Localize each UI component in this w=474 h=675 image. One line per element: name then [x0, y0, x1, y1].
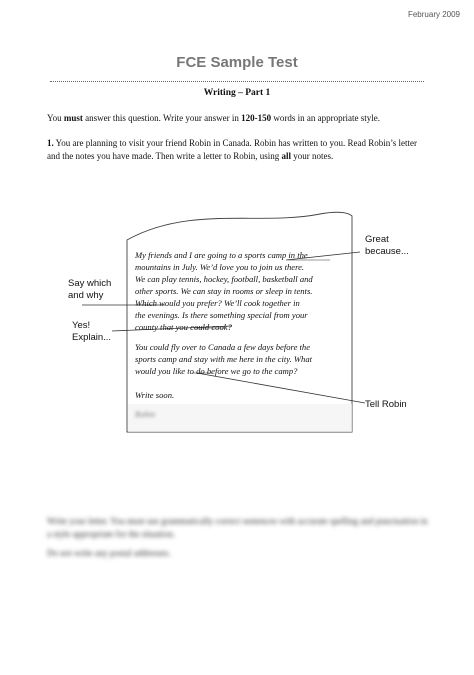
letter-closing: Write soon. [135, 390, 175, 400]
letter-line: My friends and I are going to a sports camp in the [135, 250, 308, 260]
instruction-text: You [47, 113, 64, 123]
letter-line: the evenings. Is there something special from your [135, 310, 308, 320]
note-line: Yes! [72, 320, 91, 331]
document-date: February 2009 [407, 10, 460, 19]
instruction-emphasis-must: must [63, 113, 83, 123]
instruction-text: answer this question. Write your answer in [82, 113, 242, 123]
note-line: and why [68, 290, 104, 301]
note-tell-robin: Tell Robin [365, 399, 407, 408]
letter-line: would you like to do before we go to the camp? [135, 366, 298, 376]
task-text: your notes. [291, 150, 334, 161]
footer-instruction: Write your letter. You must use grammatically correct sentences with accurate spelling and punctuation in a style appropriate for the situation. [47, 516, 428, 539]
note-line: Say which [68, 278, 112, 289]
task-number: 1. [47, 138, 54, 148]
note-line: Explain... [72, 332, 112, 343]
instruction-text: words in an appropriate style. [271, 113, 381, 123]
letter-line: mountains in July. We’d love you to join us there. [135, 262, 305, 272]
note-line: Great [365, 234, 389, 245]
letter-shadow [128, 404, 352, 432]
task-text: You are planning to visit your friend Robin in Canada. Robin has written to you. Read Robin’s letter and the notes you have made. Then write a letter to Robin, using [47, 138, 417, 161]
note-line: because... [365, 246, 409, 257]
footer-note: Do not write any postal addresses. [47, 548, 171, 558]
letter-line: sports camp and stay with me here in the city. What [135, 354, 313, 364]
letter-line: other sports. We can stay in rooms or sleep in tents. [135, 286, 313, 296]
note-great [365, 234, 409, 258]
letter-line: You could fly over to Canada a few days before the [135, 342, 311, 352]
instruction-word-count: 120-150 [241, 113, 272, 123]
letter-signature: Robin [135, 409, 156, 419]
letter-line: county that you could cook? [135, 322, 232, 332]
letter-line: Which would you prefer? We’ll cook together in [135, 298, 300, 308]
note-yes [72, 320, 111, 344]
letter-line: We can play tennis, hockey, football, basketball and [135, 274, 313, 284]
task-emphasis-all: all [281, 150, 292, 161]
note-say-which [68, 278, 111, 302]
page-title: FCE Sample Test [176, 54, 298, 71]
letter-paragraph-2 [135, 341, 347, 377]
letter-paragraph-1 [135, 249, 347, 333]
section-heading: Writing – Part 1 [203, 88, 271, 98]
